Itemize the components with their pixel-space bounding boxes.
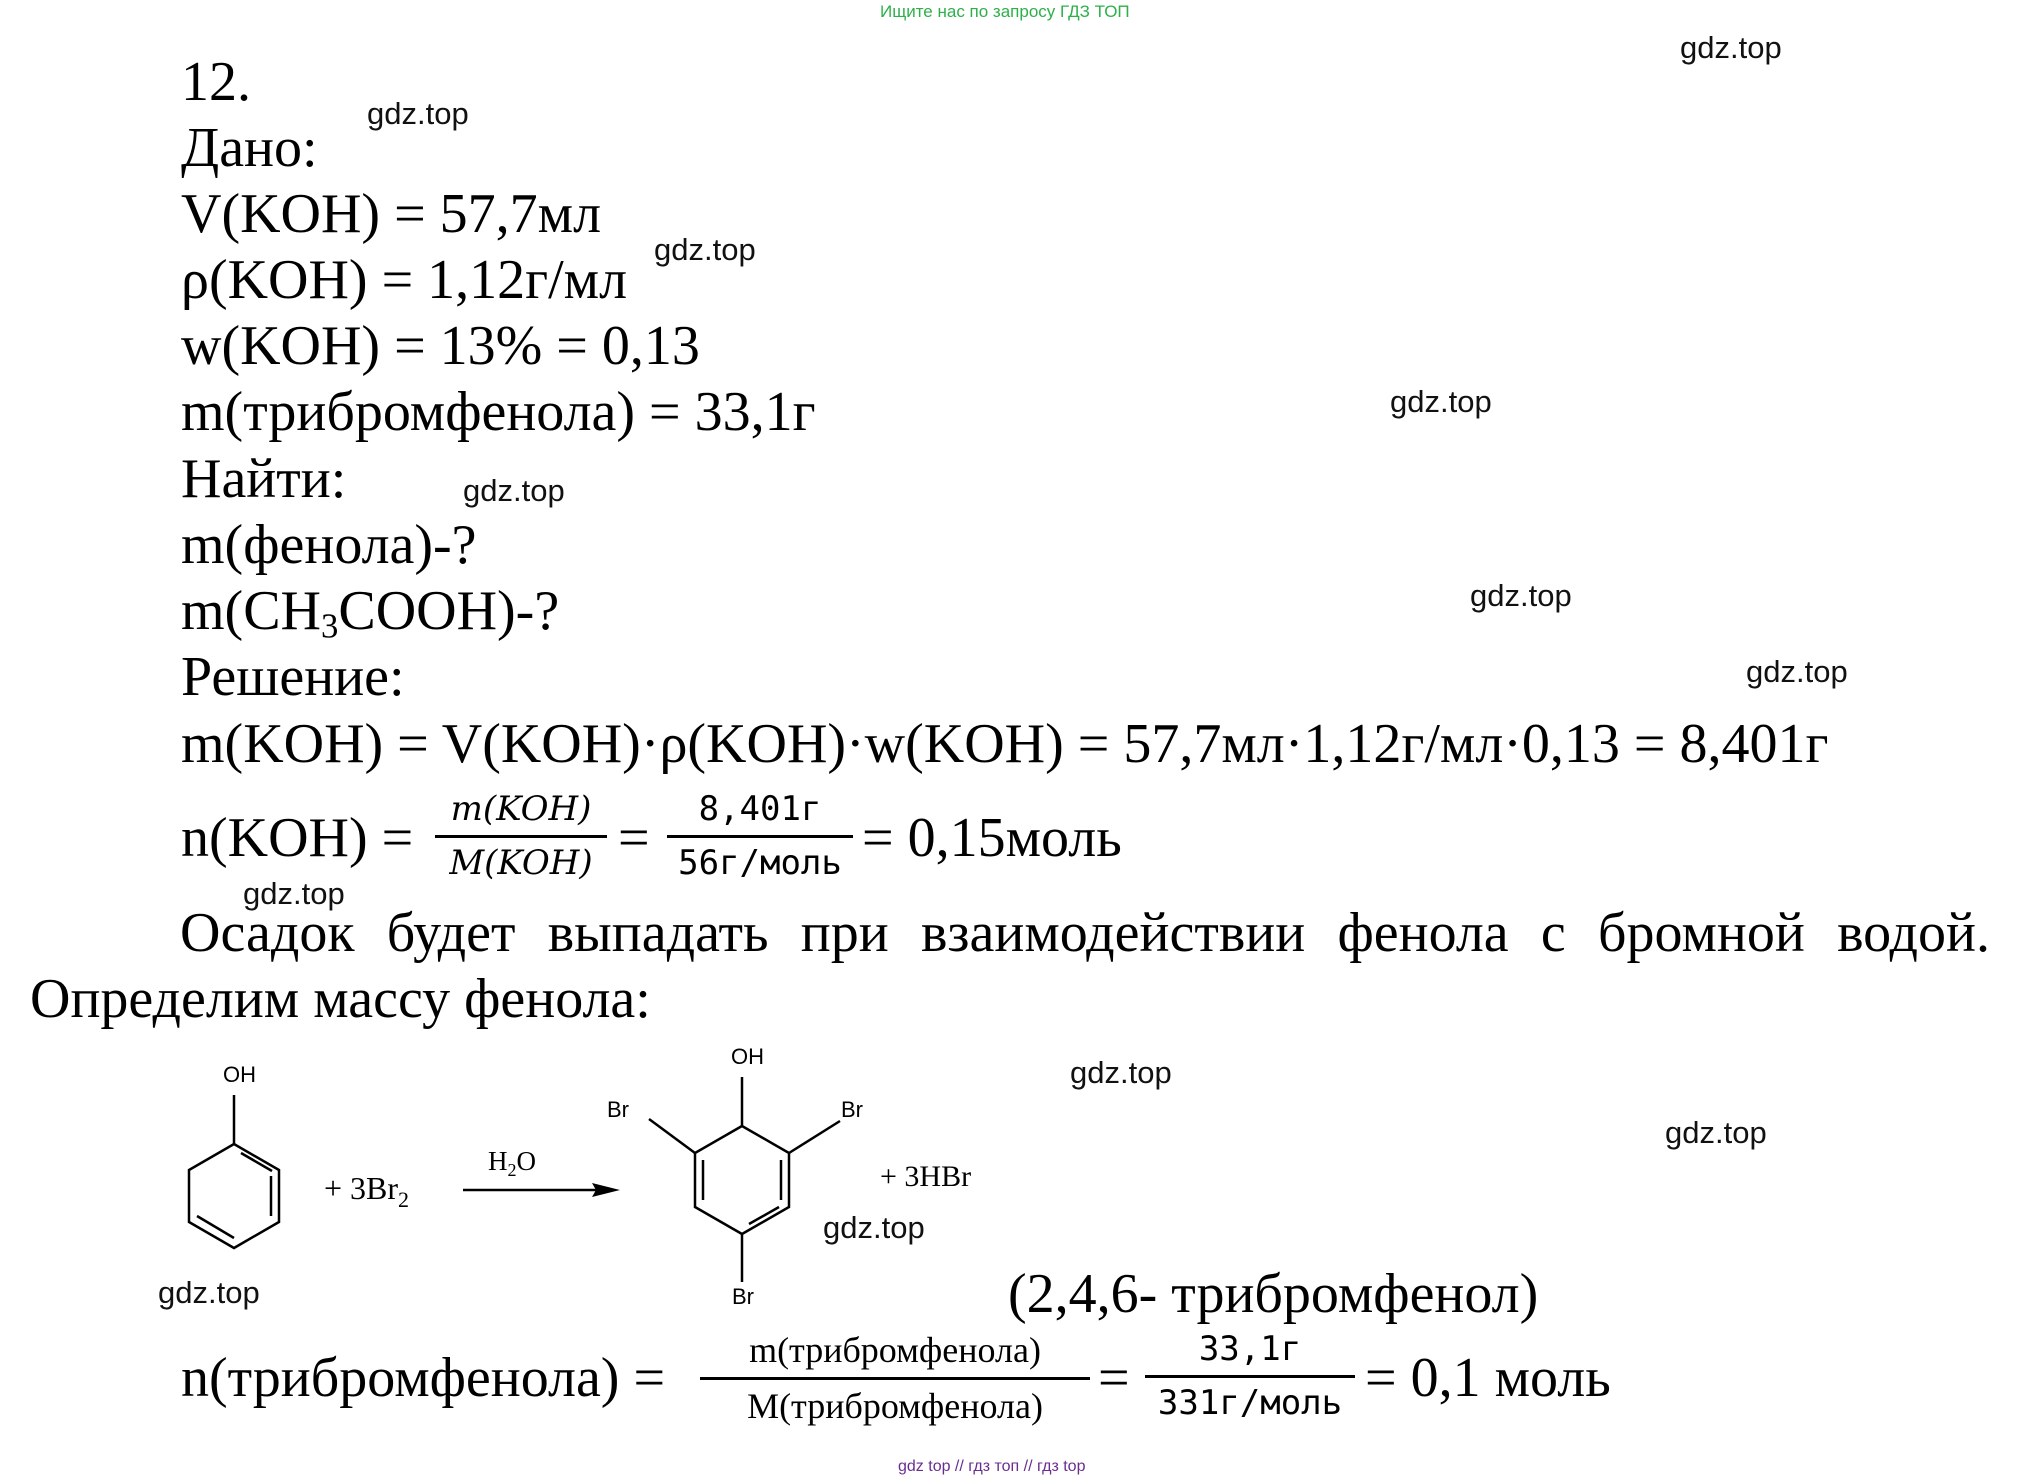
n-tbp-result: = 0,1 моль [1365, 1347, 1611, 1409]
reaction-condition-water: $H_2O$ [488, 1146, 536, 1180]
equals-sign: = [1098, 1347, 1130, 1409]
mass-koh-equation: m(KOH) = V(KOH)·ρ(KOH)·w(KOH) = 57,7мл·1,12г/мл·0,13 = 8,401г [181, 713, 1829, 775]
given-volume: V(KOH) = 57,7мл [181, 183, 602, 245]
fraction-numerator: m(трибромфенола) [749, 1330, 1041, 1370]
paragraph-line-2: Определим массу фенола: [30, 968, 651, 1030]
watermark: gdz.top [367, 96, 469, 131]
n-koh-result: = 0,15моль [862, 807, 1122, 869]
find-phenol: m(фенола)-? [181, 514, 477, 576]
fraction-denominator: M(трибромфенола) [747, 1386, 1043, 1427]
given-density: ρ(KOH) = 1,12г/мл [181, 249, 628, 311]
reagent-bromine: + $3Br_2$ [324, 1170, 410, 1212]
precipitate-paragraph [30, 900, 1990, 1032]
fraction-numerator: m(KOH) [450, 789, 592, 829]
equals-sign: = [618, 807, 650, 869]
fraction-bar [435, 835, 607, 838]
given-mass-fraction: w(KOH) = 13% = 0,13 [181, 315, 700, 377]
paragraph-line-1: Осадок будет выпадать при взаимодействии фенола с бромной водой. [180, 902, 1990, 964]
bromine-left-label: Br [607, 1097, 629, 1122]
watermark: gdz.top [158, 1275, 260, 1310]
fraction-denominator: 331г/моль [1157, 1383, 1343, 1424]
fraction-numeric-koh [667, 790, 853, 883]
watermark: gdz.top [654, 232, 756, 267]
fraction-numeric-tribromophenol [1145, 1330, 1355, 1423]
watermark: gdz.top [463, 473, 565, 508]
watermark: gdz.top [243, 876, 345, 911]
byproduct-hbr: + 3HBr [880, 1160, 972, 1193]
watermark: gdz.top [1680, 30, 1782, 65]
fraction-denominator: 56г/моль [678, 843, 842, 884]
bromine-right-label: Br [841, 1097, 863, 1122]
watermark: gdz.top [1746, 654, 1848, 689]
reaction-arrow [463, 1183, 620, 1197]
solution-heading: Решение: [181, 646, 405, 708]
fraction-molar-koh [435, 790, 607, 883]
fraction-numerator: 8,401г [698, 789, 822, 829]
find-heading: Найти: [181, 448, 347, 510]
watermark: gdz.top [1070, 1055, 1172, 1090]
watermark: gdz.top [1470, 578, 1572, 613]
tribromophenol-structure [649, 1077, 840, 1282]
phenol-oh-label: OH [223, 1062, 256, 1087]
top-banner: Ищите нас по запросу ГДЗ ТОП [880, 2, 1130, 21]
given-tribromophenol-mass: m(трибромфенола) = 33,1г [181, 381, 816, 443]
given-heading: Дано: [181, 117, 318, 179]
product-oh-label: OH [731, 1044, 764, 1069]
bromine-bottom-label: Br [732, 1284, 754, 1309]
footer-watermark: gdz top // гдз топ // гдз top [898, 1458, 1086, 1475]
problem-number: 12. [181, 51, 251, 113]
n-tbp-lhs: n(трибромфенола) = [181, 1347, 666, 1409]
watermark: gdz.top [1390, 384, 1492, 419]
n-koh-lhs: n(KOH) = [181, 807, 414, 869]
fraction-bar [667, 835, 853, 838]
fraction-denominator: M(KOH) [449, 843, 593, 884]
watermark: gdz.top [1665, 1115, 1767, 1150]
find-acetic-acid: $m(CH_3COOH)-$? [181, 580, 560, 646]
product-name: (2,4,6- трибромфенол) [1008, 1263, 1539, 1325]
fraction-molar-tribromophenol [700, 1330, 1090, 1428]
fraction-bar [700, 1377, 1090, 1380]
fraction-bar [1145, 1375, 1355, 1378]
phenol-structure [189, 1095, 279, 1248]
fraction-numerator: 33,1г [1198, 1329, 1302, 1369]
watermark: gdz.top [823, 1210, 925, 1245]
